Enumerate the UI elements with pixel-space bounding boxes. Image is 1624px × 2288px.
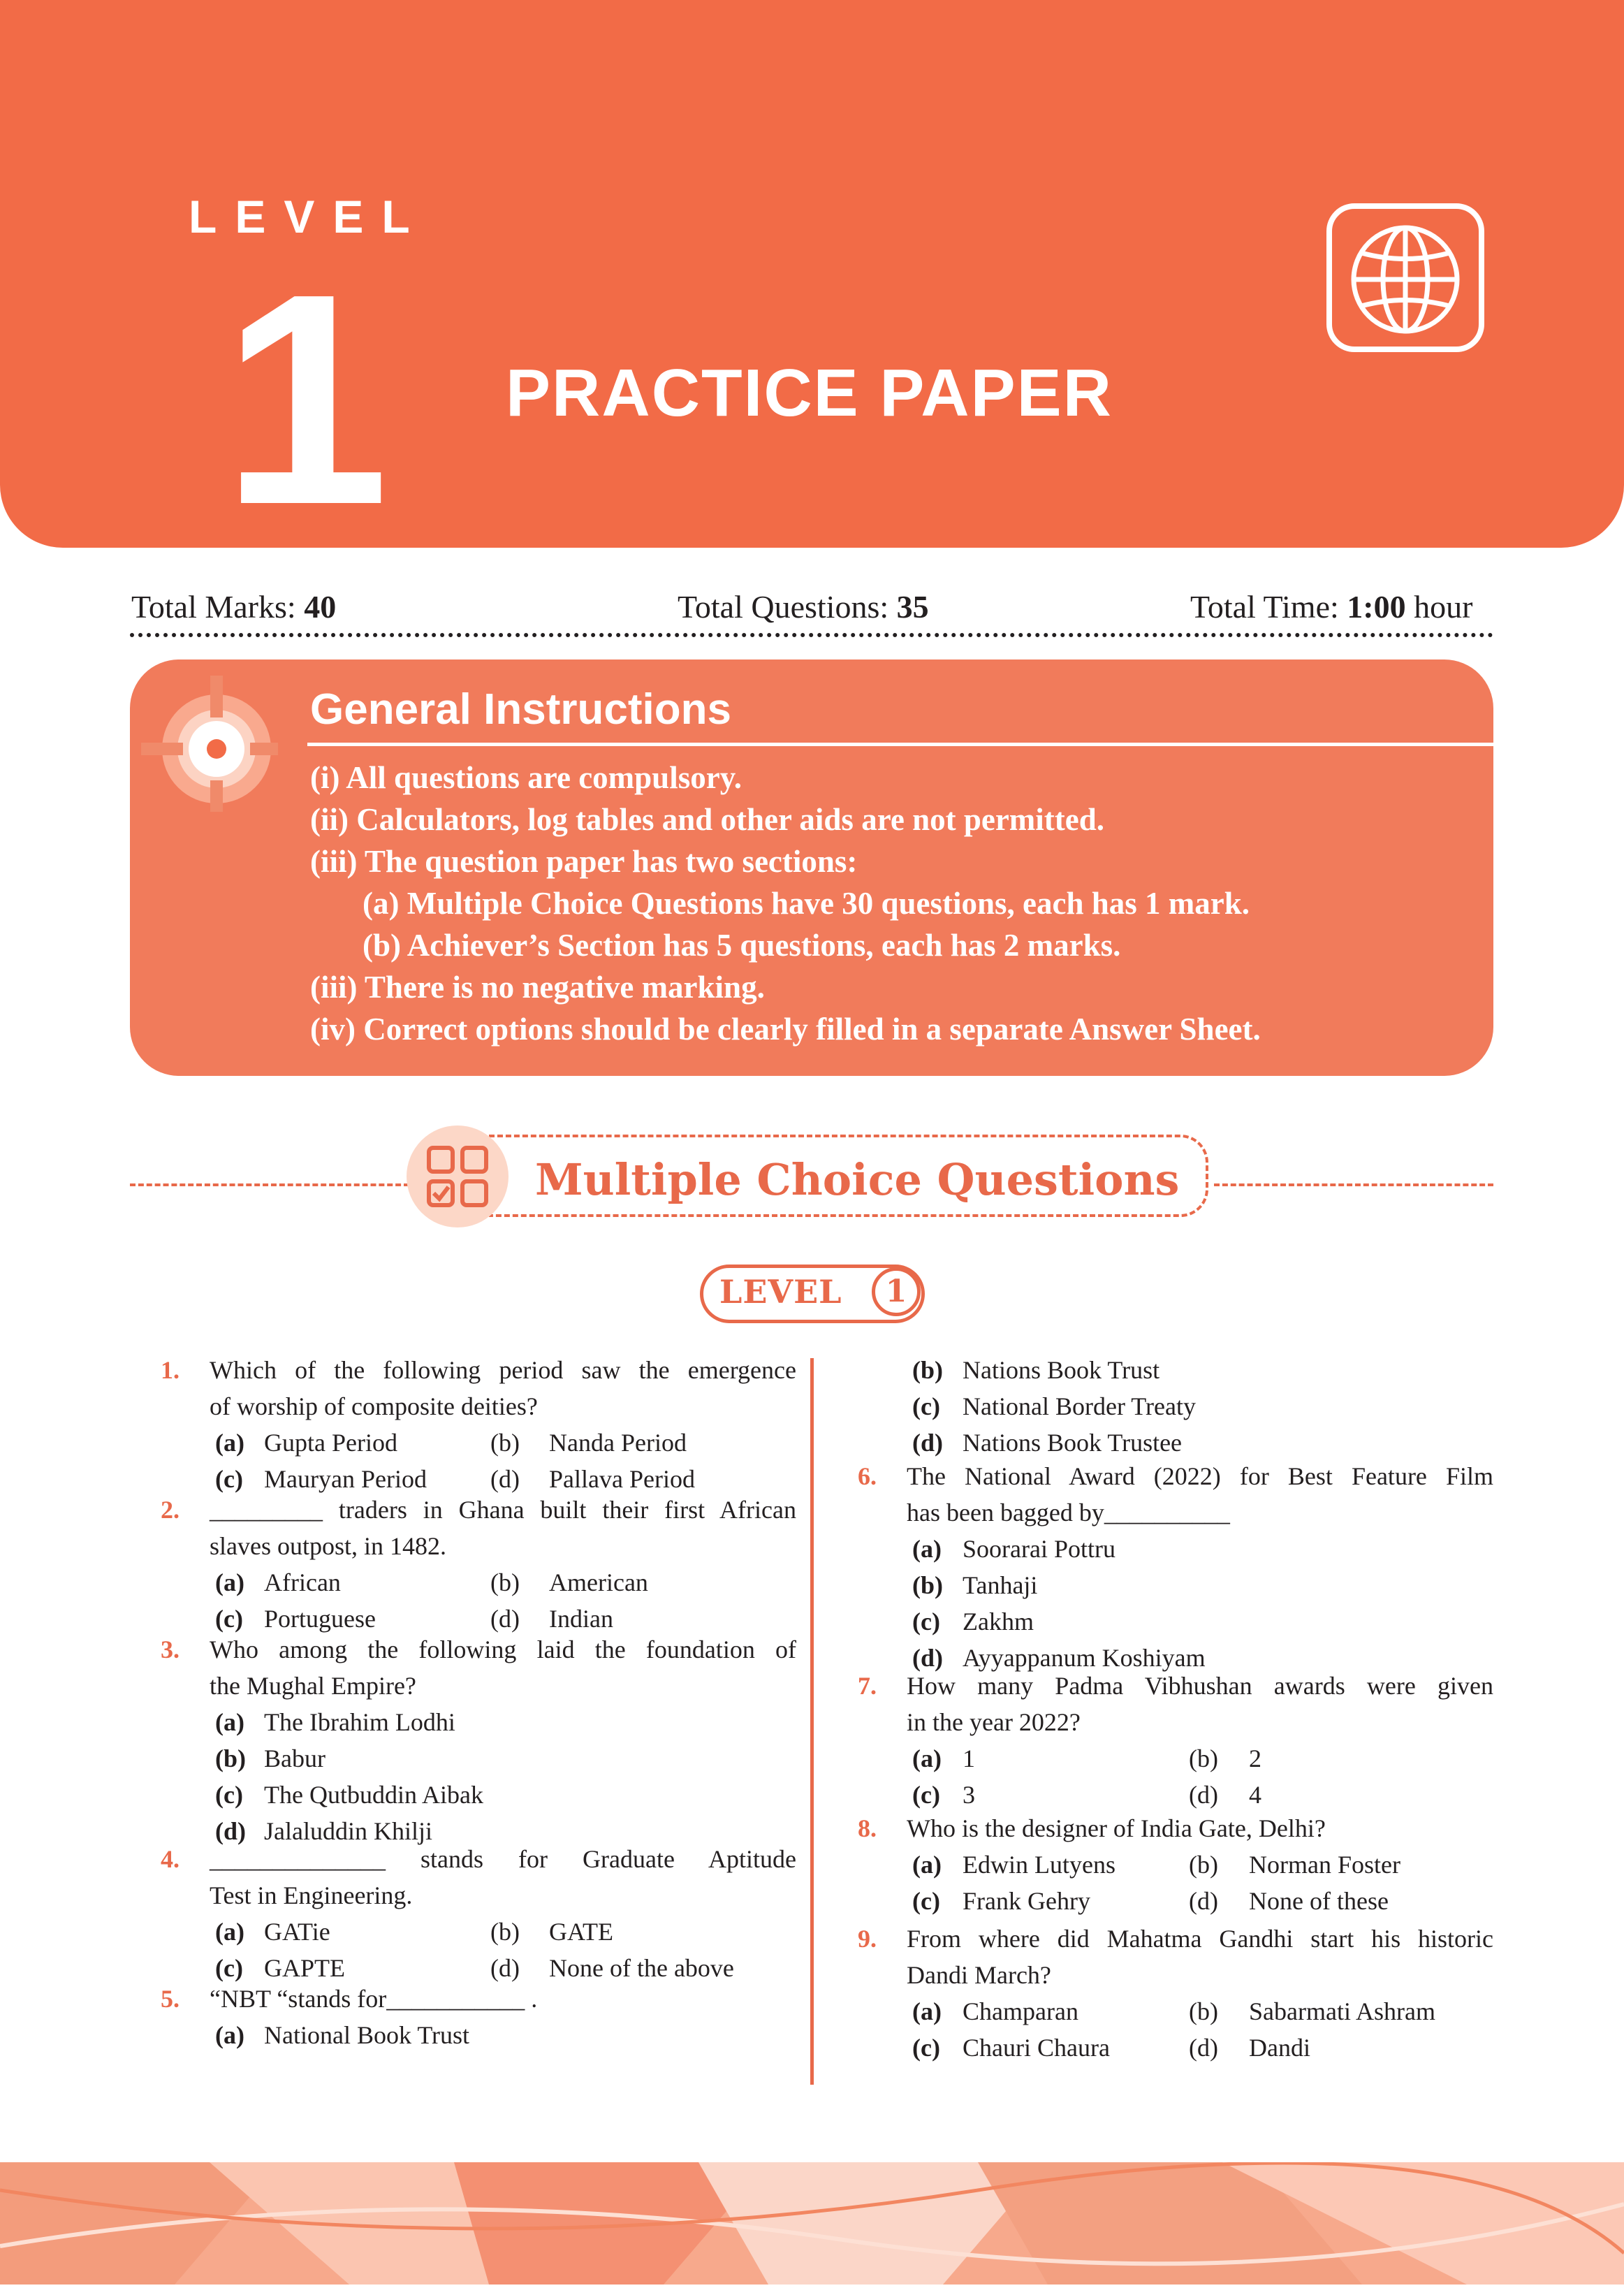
instructions-title: General Instructions (310, 685, 731, 734)
question-number: 1. (161, 1356, 180, 1384)
option-text: Champaran (963, 1997, 1078, 2025)
footer-decoration (0, 2162, 1624, 2285)
globe-icon (1326, 203, 1484, 352)
page-title: PRACTICE PAPER (506, 356, 1113, 430)
question-text: Which of the following period saw the emergence (210, 1356, 796, 1384)
option-label: (d) (490, 1954, 520, 1982)
question-number: 3. (161, 1635, 180, 1663)
option-text: None of these (1249, 1887, 1389, 1915)
option-label: (b) (490, 1918, 520, 1946)
option-label: (a) (215, 1918, 244, 1946)
option-text: Frank Gehry (963, 1887, 1090, 1915)
option-label: (b) (912, 1356, 943, 1384)
option-label: (b) (912, 1571, 943, 1599)
question-number: 8. (858, 1814, 877, 1842)
option-text: Sabarmati Ashram (1249, 1997, 1435, 2025)
level-badge-label: LEVEL (719, 1273, 842, 1311)
checklist-icon (407, 1125, 509, 1227)
level-number: 1 (222, 232, 390, 567)
option-text: African (264, 1568, 341, 1596)
option-label: (d) (490, 1605, 520, 1633)
option-label: (c) (912, 1887, 940, 1915)
option-label: (c) (215, 1605, 243, 1633)
question-text: Dandi March? (907, 1961, 1051, 1989)
option-label: (b) (1189, 1744, 1218, 1772)
option-label: (c) (215, 1781, 243, 1809)
option-label: (d) (215, 1817, 246, 1845)
option-label: (a) (215, 1429, 244, 1457)
instruction-item: (ii) Calculators, log tables and other aids are not permitted. (310, 802, 1105, 837)
option-text: Portuguese (264, 1605, 376, 1633)
section-title: Multiple Choice Questions (535, 1154, 1180, 1205)
option-text: Soorarai Pottru (963, 1535, 1115, 1563)
option-text: The Qutbuddin Aibak (264, 1781, 483, 1809)
option-text: Chauri Chaura (963, 2034, 1110, 2062)
question-text: Test in Engineering. (210, 1881, 413, 1909)
instruction-item: (iii) The question paper has two sections: (310, 844, 858, 879)
question-text: ______________ stands for Graduate Aptitude (210, 1845, 796, 1873)
option-label: (a) (215, 1708, 244, 1736)
question-text: From where did Mahatma Gandhi start his historic (907, 1925, 1493, 1953)
option-text: None of the above (549, 1954, 734, 1982)
option-text: Nanda Period (549, 1429, 687, 1457)
question-number: 6. (858, 1462, 877, 1490)
option-text: American (549, 1568, 648, 1596)
option-label: (b) (490, 1429, 520, 1457)
option-text: National Book Trust (264, 2021, 470, 2049)
option-text: GAPTE (264, 1954, 345, 1982)
option-label: (d) (1189, 2034, 1218, 2062)
option-text: Norman Foster (1249, 1851, 1400, 1879)
dashed-rule-left (130, 1183, 409, 1186)
question-text: slaves outpost, in 1482. (210, 1532, 446, 1560)
level-word: LEVEL (189, 191, 428, 242)
instruction-item: (i) All questions are compulsory. (310, 760, 742, 795)
option-label: (c) (215, 1465, 243, 1493)
option-text: 2 (1249, 1744, 1261, 1772)
option-text: Zakhm (963, 1608, 1034, 1635)
question-text: in the year 2022? (907, 1708, 1081, 1736)
option-label: (d) (912, 1644, 943, 1672)
option-label: (a) (912, 1744, 942, 1772)
question-number: 2. (161, 1496, 180, 1524)
dotted-divider (130, 633, 1493, 637)
option-label: (b) (1189, 1851, 1218, 1879)
instruction-item: (b) Achiever’s Section has 5 questions, each has 2 marks. (363, 928, 1121, 963)
option-text: Indian (549, 1605, 613, 1633)
option-label: (c) (912, 1608, 940, 1635)
question-text: the Mughal Empire? (210, 1672, 416, 1700)
option-label: (a) (215, 1568, 244, 1596)
instruction-item: (a) Multiple Choice Questions have 30 questions, each has 1 mark. (363, 886, 1250, 921)
instructions-rule (307, 743, 1493, 746)
question-text: How many Padma Vibhushan awards were given (907, 1672, 1493, 1700)
total-marks: Total Marks: 40 (131, 589, 337, 625)
option-text: 4 (1249, 1781, 1261, 1809)
question-text: Who is the designer of India Gate, Delhi? (907, 1814, 1326, 1842)
option-label: (a) (912, 1997, 942, 2025)
option-label: (a) (912, 1535, 942, 1563)
total-questions: Total Questions: 35 (678, 589, 929, 625)
option-label: (b) (490, 1568, 520, 1596)
question-number: 4. (161, 1845, 180, 1873)
question-number: 5. (161, 1985, 180, 2013)
instruction-item: (iv) Correct options should be clearly filled in a separate Answer Sheet. (310, 1012, 1261, 1047)
option-label: (c) (215, 1954, 243, 1982)
option-text: Mauryan Period (264, 1465, 427, 1493)
option-text: Nations Book Trustee (963, 1429, 1183, 1457)
option-text: Edwin Lutyens (963, 1851, 1115, 1879)
option-text: Dandi (1249, 2034, 1310, 2062)
option-label: (d) (1189, 1781, 1218, 1809)
option-text: The Ibrahim Lodhi (264, 1708, 455, 1736)
question-number: 7. (858, 1672, 877, 1700)
option-text: Pallava Period (549, 1465, 695, 1493)
option-label: (c) (912, 1392, 940, 1420)
instruction-item: (iii) There is no negative marking. (310, 970, 765, 1005)
option-text: Gupta Period (264, 1429, 397, 1457)
question-text: “NBT “stands for___________ . (210, 1985, 538, 2013)
question-text: Who among the following laid the foundation of (210, 1635, 796, 1663)
total-time: Total Time: 1:00 hour (1190, 589, 1473, 625)
option-text: GATie (264, 1918, 330, 1946)
instructions-list (310, 757, 1261, 1050)
level-badge-number: 1 (872, 1267, 921, 1316)
option-label: (d) (490, 1465, 520, 1493)
option-label: (d) (1189, 1887, 1218, 1915)
question-text: _________ traders in Ghana built their first African (210, 1496, 796, 1524)
dashed-rule-right (1214, 1183, 1493, 1186)
target-icon (140, 672, 279, 815)
option-text: Jalaluddin Khilji (264, 1817, 432, 1845)
option-text: Nations Book Trust (963, 1356, 1160, 1384)
option-label: (a) (912, 1851, 942, 1879)
question-text: has been bagged by__________ (907, 1499, 1230, 1526)
column-divider (810, 1358, 814, 2085)
option-label: (b) (215, 1744, 246, 1772)
option-text: Babur (264, 1744, 325, 1772)
option-text: 1 (963, 1744, 975, 1772)
option-text: Tanhaji (963, 1571, 1038, 1599)
option-label: (b) (1189, 1997, 1218, 2025)
question-text: of worship of composite deities? (210, 1392, 538, 1420)
option-text: GATE (549, 1918, 613, 1946)
option-text: National Border Treaty (963, 1392, 1196, 1420)
option-label: (d) (912, 1429, 943, 1457)
option-label: (c) (912, 1781, 940, 1809)
option-label: (a) (215, 2021, 244, 2049)
option-text: 3 (963, 1781, 975, 1809)
question-number: 9. (858, 1925, 877, 1953)
question-text: The National Award (2022) for Best Feature Film (907, 1462, 1493, 1490)
option-text: Ayyappanum Koshiyam (963, 1644, 1206, 1672)
option-label: (c) (912, 2034, 940, 2062)
